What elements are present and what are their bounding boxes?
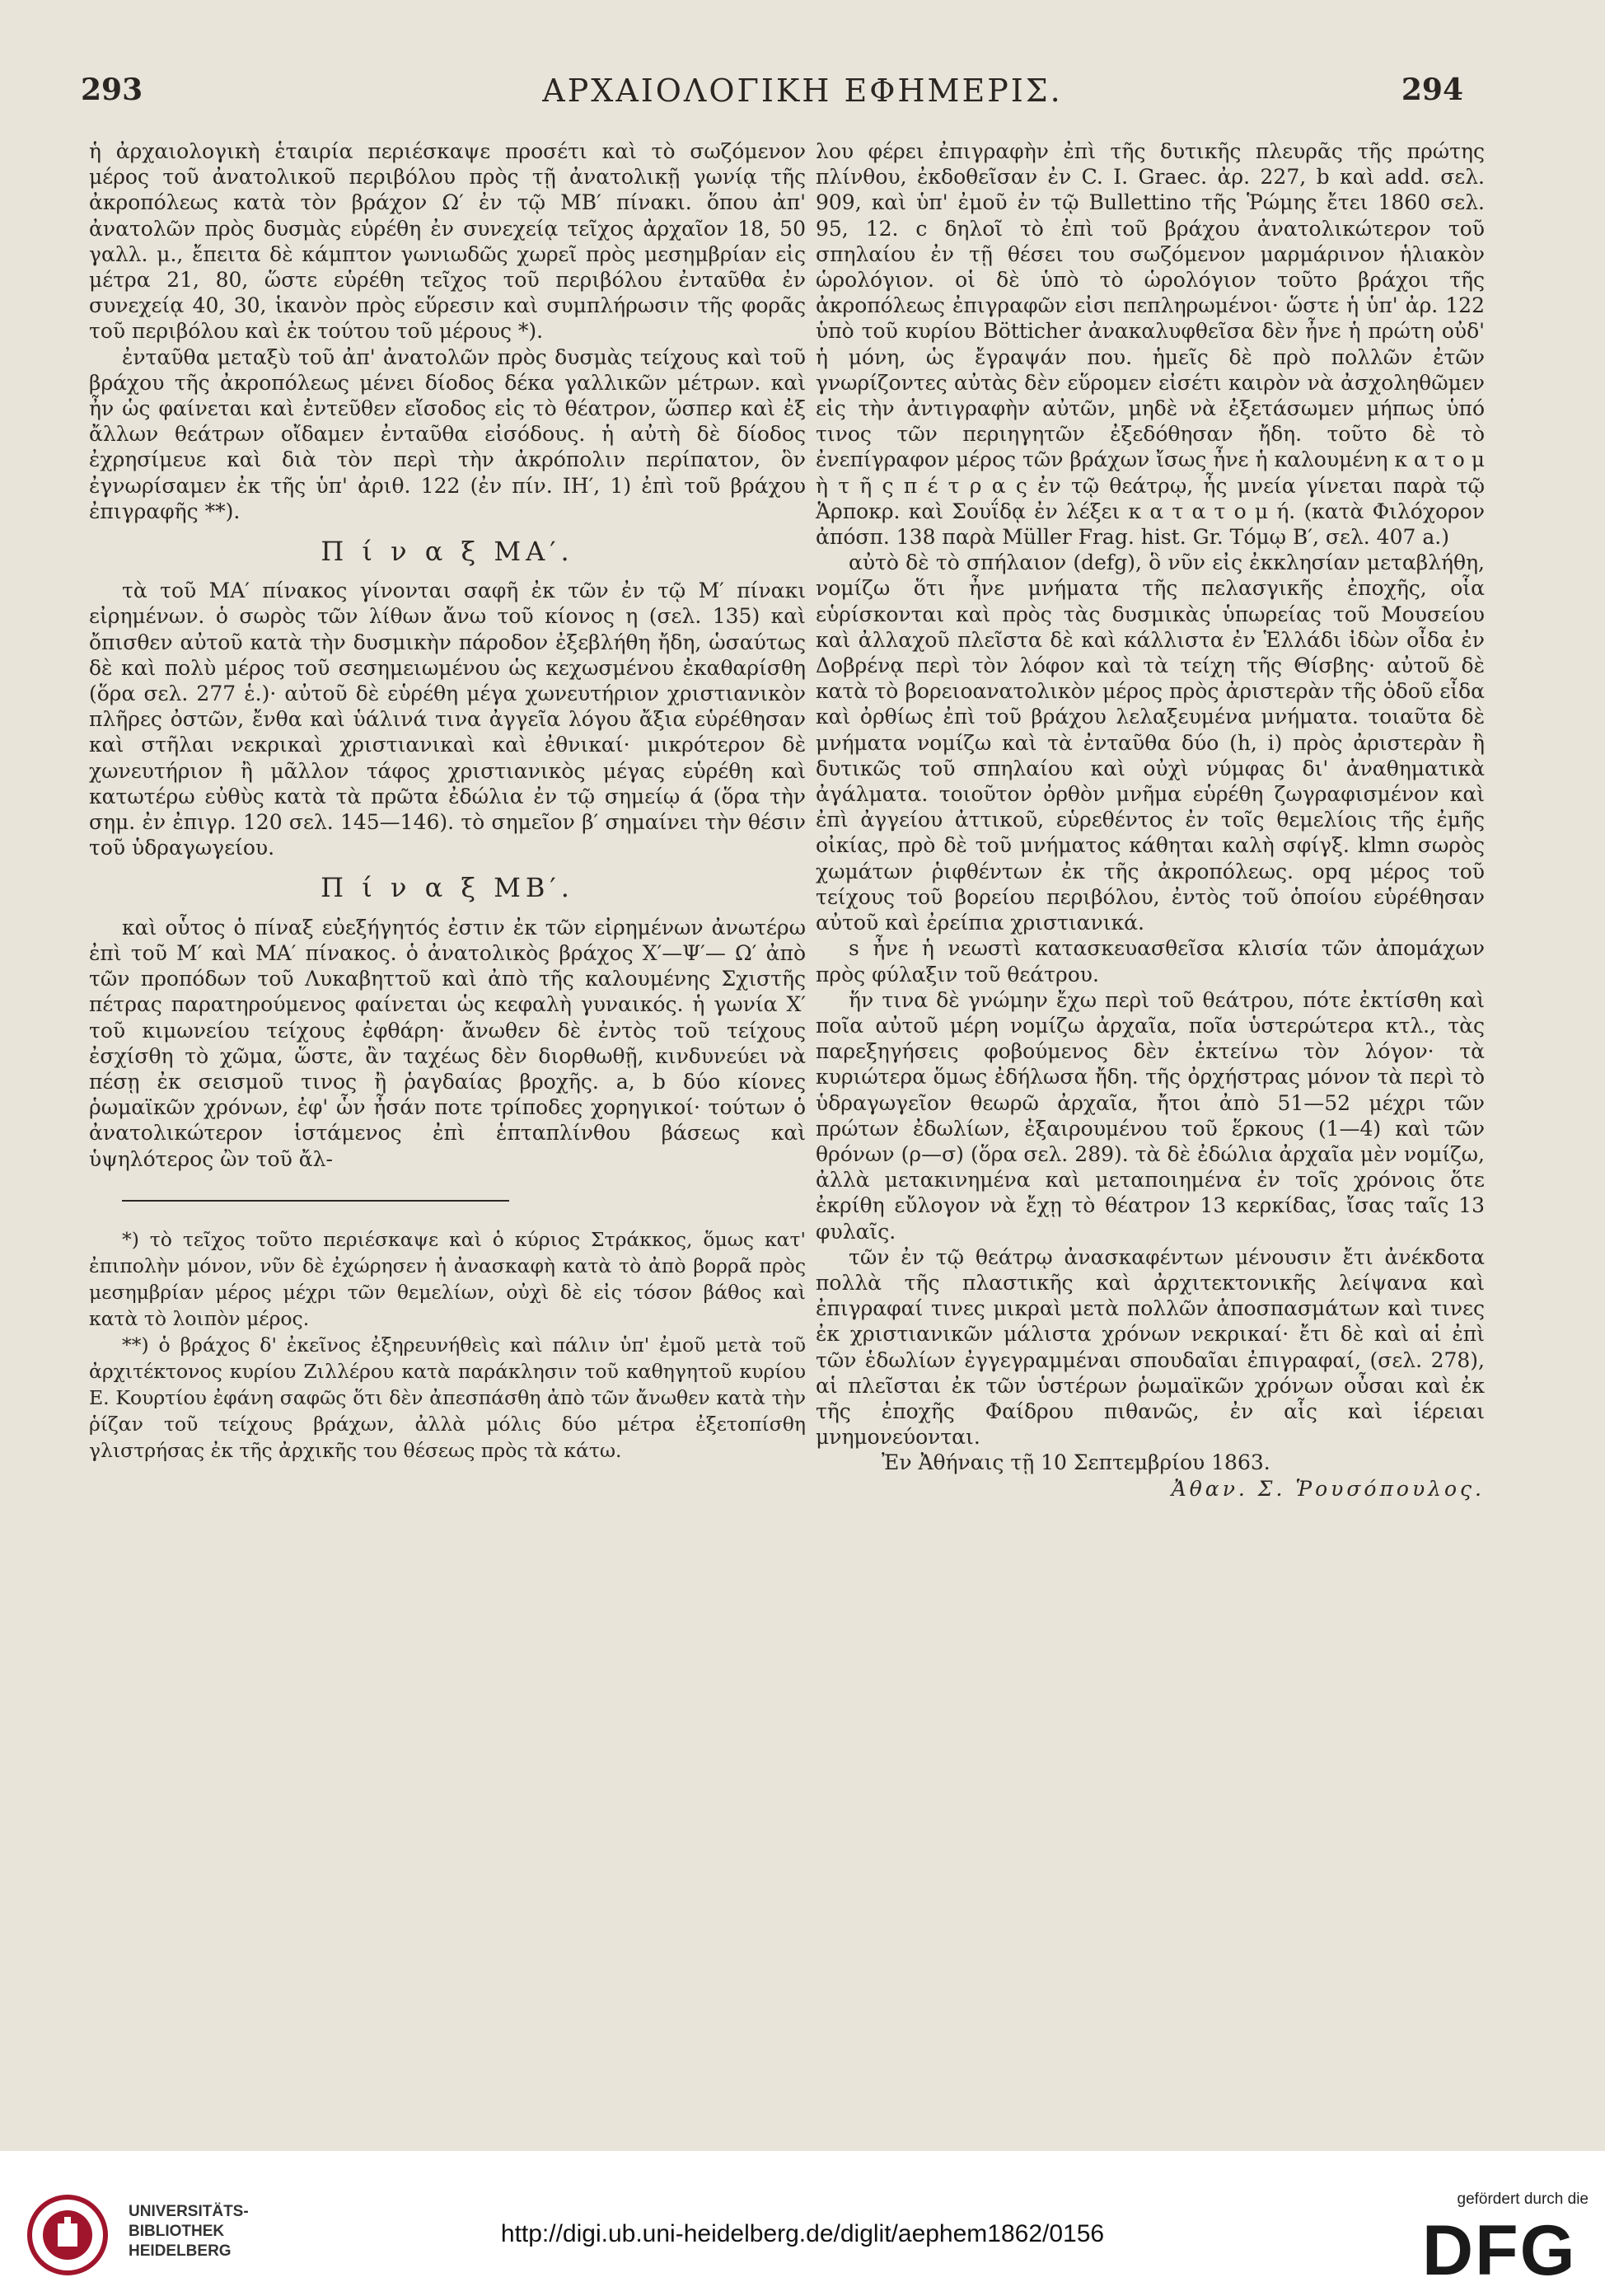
paragraph: αὐτὸ δὲ τὸ σπήλαιον (defg), ὃ νῦν εἰς ἐκκλησίαν μεταβλήθη, νομίζω ὅτι ἦνε μνήματα τῆς πελασγικῆς ἐποχῆς, οἷα εὑρίσκονται καὶ πρὸς τὰς δυσμικὰς ὑπωρείας τοῦ Μουσείου καὶ ἀλλαχοῦ πλεῖστα δὲ καὶ κάλλιστα ἐν Ἑλλάδι ἰδὼν οἶδα ἐν Δοβρένᾳ περὶ τὸν λόφον καὶ τὰ τείχη τῆς Θίσβης· αὐτοῦ δὲ κατὰ τὸ βορειοανατολικὸν μέρος πρὸς ἀριστερὰν τῆς ὁδοῦ εἶδα καὶ ὀρθίως ἐπὶ τοῦ βράχου λελαξευμένα μνήματα. τοιαῦτα δὲ μνήματα νομίζω καὶ τὰ ἐνταῦθα δύο (h, i) πρὸς ἀριστερὰν ἢ δυτικῶς τοῦ σπηλαίου καὶ οὐχὶ νύμφας δι' ἀναθηματικὰ ἀγάλματα. τοιοῦτον ὀρθὸν μνῆμα εὑρέθη ζωγραφισμένον καὶ ἐπὶ ἀγγείου ἀττικοῦ, εὑρεθέντος ἐν τοῖς θεμελίοις τῆς ἐμῆς οἰκίας, πρὸ δὲ τοῦ μνήματος κάθηται καλὴ σφίγξ. klmn σωρὸς χωμάτων ῥιφθέντων ἐκ τῆς ἀκροπόλεως. opq μέρος τοῦ τείχους τοῦ βορείου περιβόλου, ἐντὸς τοῦ ὁποίου εὑρέθησαν αὐτοῦ καὶ ἐρείπια χριστιανικά. — [816, 551, 1485, 935]
permalink-url[interactable]: http://digi.ub.uni-heidelberg.de/diglit/aephem1862/0156 — [500, 2220, 1105, 2247]
journal-title: ΑΡΧΑΙΟΛΟΓΙΚΗ ΕΦΗΜΕΡΙΣ. — [542, 73, 1063, 109]
paragraph: τῶν ἐν τῷ θεάτρῳ ἀνασκαφέντων μένουσιν ἔτι ἀνέκδοτα πολλὰ τῆς πλαστικῆς καὶ ἀρχιτεκτονικῆς λείψανα καὶ ἐπιγραφαί τινες μικραὶ μετὰ πολλῶν ἀποσπασμάτων καὶ τινες ἐκ χριστιανικῶν μάλιστα χρόνων νεκρικαί· ἔτι δὲ καὶ αἱ ἐπὶ τῶν ἑδωλίων ἐγγεγραμμέναι σπουδαῖαι ἐπιγραφαί, (σελ. 278), αἱ πλεῖσται ἐκ τῶν ὑστέρων ῥωμαϊκῶν χρόνων οὖσαι καὶ ἐκ τῆς ἐποχῆς Φαίδρου πιθανῶς, ἐν αἷς καὶ ἱέρειαι μνημονεύονται. — [816, 1244, 1485, 1450]
sponsor-caption: gefördert durch die — [1457, 2191, 1589, 2208]
section-heading: Π ί ν α ξ ΜΒ′. — [321, 872, 574, 904]
page-number-left: 293 — [81, 73, 143, 107]
dateline: Ἐν Ἀθήναις τῇ 10 Σεπτεμβρίου 1863. — [882, 1450, 1270, 1475]
digitization-footer — [0, 2151, 1605, 2296]
author-signature: Ἀθαν. Σ. Ῥουσόπουλος. — [1171, 1476, 1485, 1501]
paragraph: τὰ τοῦ ΜΑ′ πίνακος γίνονται σαφῆ ἐκ τῶν ἐν τῷ Μ′ πίνακι εἰρημένων. ὁ σωρὸς τῶν λίθων ἄνω τοῦ κίονος η (σελ. 135) καὶ ὄπισθεν αὐτοῦ κατὰ τὴν δυσμικὴν πάροδον ἐξεβλήθη ἤδη, ὡσαύτως δὲ καὶ πολὺ μέρος τοῦ σεσημειωμένου ὡς κεχωσμένου ἐκαθαρίσθη (ὅρα σελ. 277 ἑ.)· αὐτοῦ δὲ εὑρέθη μέγα χωνευτήριον χριστιανικὸν πλῆρες ὀστῶν, ἔνθα καὶ ὑάλινά τινα ἀγγεῖα λόγου ἄξια εὑρέθησαν καὶ στῆλαι νεκρικαὶ χριστιανικαὶ καὶ ἐθνικαί· μικρότερον δὲ χωνευτήριον ἢ μᾶλλον τάφος χριστιανικὸς μέγας εὑρέθη καὶ κατωτέρω εὐθὺς κατὰ τὰ πρῶτα ἐδώλια ἐν τῷ σημείῳ ά (ὅρα τὴν σημ. ἐν ἐπιγρ. 120 σελ. 145—146). τὸ σημεῖον β′ σημαίνει τὴν θέσιν τοῦ ὑδραγωγείου. — [89, 579, 806, 860]
library-name-line: BIBLIOTHEK — [129, 2223, 225, 2240]
page-number-right: 294 — [1401, 73, 1463, 107]
paragraph: λου φέρει ἐπιγραφὴν ἐπὶ τῆς δυτικῆς πλευρᾶς τῆς πρώτης πλίνθου, ἐκδοθεῖσαν ἐν C. I. Graec. ἀρ. 227, b καὶ add. σελ. 909, καὶ ὑπ' ἐμοῦ ἐν τῷ Bullettino τῆς Ῥώμης ἔτει 1860 σελ. 95, 12. c δηλοῖ τὸ ἐπὶ τοῦ βράχου ἀνατολικώτερον τοῦ σπηλαίου ἐν τῇ θέσει του σωζόμενον μαρμάρινον ἡλιακὸν ὡρολόγιον. οἱ δὲ ὑπὸ τὸ ὡρολόγιον τοῦτο βράχοι τῆς ἀκροπόλεως ἐπιγραφῶν εἰσι πεπληρωμένοι· ὥστε ἡ ὑπ' ἀρ. 122 ὑπὸ τοῦ κυρίου Bötticher ἀνακαλυφθεῖσα δὲν ἦνε ἡ πρώτη οὐδ' ἡ μόνη, ὡς ἔγραψάν που. ἡμεῖς δὲ πρὸ πολλῶν ἐτῶν γνωρίζοντες αὐτὰς δὲν εὕρομεν εἰσέτι καιρὸν νὰ ἀσχοληθῶμεν εἰς τὴν ἀντιγραφὴν αὐτῶν, μηδὲ νὰ ἐξετάσωμεν μήπως ὑπό τινος τῶν περιηγητῶν ἐξεδόθησαν ἤδη. τοῦτο δὲ τὸ ἐνεπίγραφον μέρος τῶν βράχων ἴσως ἦνε ἡ καλουμένη κ α τ ο μ ὴ τ ῆ ς π έ τ ρ α ς ἐν τῷ θεάτρῳ, ἧς μνεία γίνεται παρὰ τῷ Ἁρποκρ. καὶ Σουΐδᾳ ἐν λέξει κ α τ α τ ο μ ή. (κατὰ Φιλόχορον ἀπόσπ. 138 παρὰ Müller Frag. hist. Gr. Τόμῳ Β′, σελ. 407 a.) — [816, 139, 1485, 550]
right-column — [816, 138, 1485, 1502]
dfg-logo-text: DFG — [1422, 2215, 1577, 2281]
dfg-logo-icon — [1422, 2215, 1587, 2281]
library-name-line: UNIVERSITÄTS- — [129, 2203, 249, 2220]
paragraph: ἡ ἀρχαιολογικὴ ἑταιρία περιέσκαψε προσέτι καὶ τὸ σωζόμενον μέρος τοῦ ἀνατολικοῦ περιβόλου πρὸς τῇ ἀνατολικῇ γωνίᾳ τῆς ἀκροπόλεως κατὰ τὸν βράχον Ω′ ἐν τῷ ΜΒ′ πίνακι. ὅπου ἀπ' ἀνατολῶν πρὸς δυσμὰς εὑρέθη ἐν συνεχείᾳ τεῖχος ἀρχαῖον 18, 50 γαλλ. μ., ἔπειτα δὲ κάμπτον γωνιωδῶς χωρεῖ πρὸς μεσημβρίαν εἰς μέτρα 21, 80, ὥστε εὑρέθη τεῖχος τοῦ περιβόλου ἐνταῦθα ἐν συνεχείᾳ 40, 30, ἱκανὸν πρὸς εὕρεσιν καὶ συμπλήρωσιν τῆς φορᾶς τοῦ περιβόλου καὶ ἐκ τούτου τοῦ μέρους *). — [89, 139, 806, 344]
footnote: **) ὁ βράχος δ' ἐκεῖνος ἐξηρευνήθεὶς καὶ πάλιν ὑπ' ἐμοῦ μετὰ τοῦ ἀρχιτέκτονος κυρίου Ζιλλέρου κατὰ παράκλησιν τοῦ καθηγητοῦ κυρίου Ε. Κουρτίου ἐφάνη σαφῶς ὅτι δὲν ἀπεσπάσθη ἀπὸ τῶν ἄνωθεν κατὰ τὴν ῥίζαν τοῦ τείχους βράχων, ἀλλὰ μόλις δύο μέτρα ἐξετοπίσθη γλιστρήσας ἐκ τῆς ἀρχικῆς του θέσεως πρὸς τὰ κάτω. — [89, 1333, 806, 1462]
paragraph: ἥν τινα δὲ γνώμην ἔχω περὶ τοῦ θεάτρου, πότε ἐκτίσθη καὶ ποῖα αὐτοῦ μέρη νομίζω ἀρχαῖα, ποῖα ὑστερώτερα κτλ., τὰς παρεξηγήσεις φοβούμενος δὲν ἐκτείνω τὸν λόγον· τὰ κυριώτερα ὅμως ἐδήλωσα ἤδη. τῆς ὀρχήστρας μόνον τὰ περὶ τὸ ὑδραγωγεῖον θεωρῶ ἀρχαῖα, ἤτοι ἀπὸ 51—52 μέχρι τῶν πρώτων ἐδωλίων, ἐξαιρουμένου τοῦ ἕρκους (1—4) καὶ τῶν θρόνων (ρ—σ) (ὅρα σελ. 289). τὰ δὲ ἐδώλια ἀρχαῖα μὲν νομίζω, ἀλλὰ μετακινημένα καὶ μεταποιημένα ἐν τοῖς χρόνοις ὅτε ἐκρίθη εὔλογον νὰ ἔχῃ τὸ θέατρον 13 κερκίδας, ἴσας ταῖς 13 φυλαῖς. — [816, 987, 1485, 1244]
section-heading: Π ί ν α ξ ΜΑ′. — [321, 536, 574, 568]
paragraph: καὶ οὗτος ὁ πίναξ εὐεξήγητός ἐστιν ἐκ τῶν εἰρημένων ἀνωτέρω ἐπὶ τοῦ Μ′ καὶ ΜΑ′ πίνακος. ὁ ἀνατολικὸς βράχος Χ′—Ψ′— Ω′ ἀπὸ τῶν προπόδων τοῦ Λυκαβηττοῦ καὶ ἀπὸ τῆς καλουμένης Σχιστῆς πέτρας παρατηρούμενος φαίνεται ὡς κεφαλὴ γυναικός. ἡ γωνία Χ′ τοῦ κιμωνείου τείχους ἐφθάρη· ἄνωθεν δὲ ἐντὸς τοῦ τείχους ἐσχίσθη τὸ χῶμα, ὥστε, ἂν ταχέως δὲν διορθωθῇ, κινδυνεύει νὰ πέσῃ ἐκ σεισμοῦ τινος ἢ ῥαγδαίας βροχῆς. a, b δύο κίονες ῥωμαϊκῶν χρόνων, ἐφ' ὧν ἦσάν ποτε τρίποδες χορηγικοί· τούτων ὁ ἀνατολικώτερον ἱστάμενος ἐπὶ ἑπταπλίνθου βάσεως καὶ ὑψηλότερος ὢν τοῦ ἄλ- — [89, 915, 806, 1171]
library-name-line: HEIDELBERG — [129, 2242, 232, 2260]
paragraph: ἐνταῦθα μεταξὺ τοῦ ἀπ' ἀνατολῶν πρὸς δυσμὰς τείχους καὶ τοῦ βράχου τῆς ἀκροπόλεως μένει δίοδος δέκα γαλλικῶν μέτρων. καὶ ἦν ὡς φαίνεται καὶ ἐντεῦθεν εἴσοδος εἰς τὸ θέατρον, ὥσπερ καὶ ἐξ ἄλλων θεάτρων οἴδαμεν ἐνταῦθα εἰσόδους. ἡ αὐτὴ δὲ δίοδος ἐχρησίμευε καὶ διὰ τὸν περὶ τὴν ἀκρόπολιν περίπατον, ὃν ἐγνωρίσαμεν ἐκ τῆς ὑπ' ἀριθ. 122 (ἐν πίν. ΙΗ′, 1) ἐπὶ τοῦ βράχου ἐπιγραφῆς **). — [89, 344, 806, 523]
paragraph: s ἦνε ἡ νεωστὶ κατασκευασθεῖσα κλισία τῶν ἀπομάχων πρὸς φύλαξιν τοῦ θεάτρου. — [816, 936, 1485, 986]
running-header — [0, 73, 1605, 122]
left-column — [89, 138, 806, 1464]
footnote: *) τὸ τεῖχος τοῦτο περιέσκαψε καὶ ὁ κύριος Στράκκος, ὅμως κατ' ἐπιπολὴν μόνον, νῦν δὲ ἐχώρησεν ἡ ἀνασκαφὴ κατὰ τὸ ἀπὸ βορρᾶ πρὸς μεσημβρίαν μέρος μέχρι τῶν θεμελίων, οὐχὶ δὲ εἰς τόσον βάθος καὶ κατὰ τὸ λοιπὸν μέρος. — [89, 1227, 806, 1330]
footnote-divider — [122, 1200, 509, 1202]
